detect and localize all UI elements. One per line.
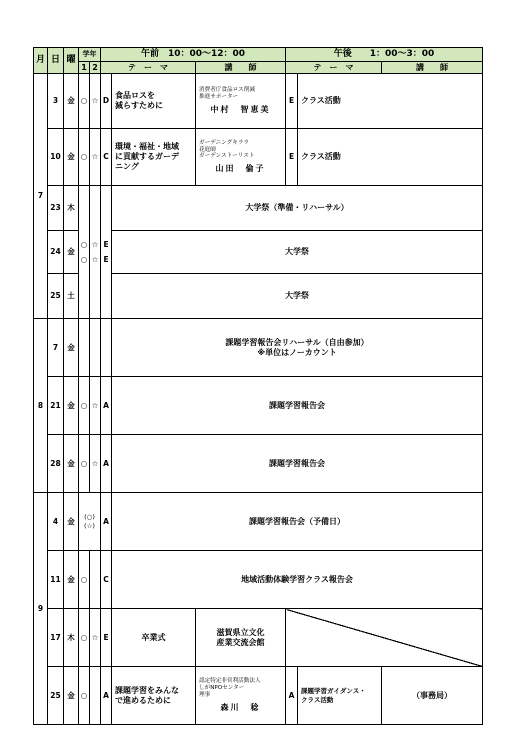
event-cell: 課題学習報告会 [112, 435, 483, 493]
category-code: A [101, 667, 112, 725]
month-cell: 7 [34, 74, 48, 319]
header-lecturer-pm: 講 師 [382, 62, 483, 74]
event-cell: 大学祭（準備・リハーサル） [112, 186, 483, 231]
day-cell: 17 [48, 609, 64, 667]
header-theme: テ ー マ [101, 62, 196, 74]
pm-lecturer-cell: （事務局） [382, 667, 483, 725]
header-month: 月 [34, 48, 48, 74]
grade1-mark: ○ [79, 667, 90, 725]
grade1-mark [79, 319, 90, 377]
weekday-cell: 金 [64, 551, 79, 609]
weekday-cell: 木 [64, 186, 79, 231]
grade2-mark [90, 667, 101, 725]
table-row [34, 609, 483, 667]
category-code: D [101, 74, 112, 129]
day-cell: 7 [48, 319, 64, 377]
header-lecturer: 講 師 [196, 62, 286, 74]
theme-cell: 卒業式 [112, 609, 196, 667]
grade2-mark: ☆ [90, 435, 101, 493]
day-cell: 21 [48, 377, 64, 435]
grade1-mark: ○ [79, 74, 90, 129]
event-cell: 大学祭 [112, 231, 483, 274]
table-row [34, 74, 483, 129]
theme-cell: 食品ロスを 減らすために [112, 74, 196, 129]
month-cell: 9 [34, 493, 48, 725]
day-cell: 25 [48, 667, 64, 725]
weekday-cell: 金 [64, 667, 79, 725]
grade2-mark: ☆ [90, 74, 101, 129]
category-code: C [101, 551, 112, 609]
lecturer-cell: ガーデニングキララ 花庭師 ガーデンストーリスト 山田 倫子 [196, 129, 286, 186]
table-row [34, 186, 483, 231]
pm-category-code: E [286, 129, 298, 186]
header-grade: 学年 [79, 48, 101, 62]
table-row [34, 129, 483, 186]
header-row-1 [34, 48, 483, 62]
grade2-mark [90, 319, 101, 377]
day-cell: 3 [48, 74, 64, 129]
grade2-mark: ☆ [90, 377, 101, 435]
grade1-mark: ○ [79, 609, 90, 667]
category-code: A [101, 493, 112, 551]
category-code: C [101, 129, 112, 186]
event-cell: 課題学習報告会 [112, 377, 483, 435]
grade2-mark [90, 551, 101, 609]
grade1-mark: ○ [79, 129, 90, 186]
weekday-cell: 金 [64, 319, 79, 377]
weekday-cell: 金 [64, 493, 79, 551]
day-cell: 25 [48, 274, 64, 319]
weekday-cell: 土 [64, 274, 79, 319]
header-row-2 [34, 62, 483, 74]
weekday-cell: 金 [64, 435, 79, 493]
grade1-mark: ○ [79, 435, 90, 493]
header-afternoon: 午後 1：00～3：00 [286, 48, 483, 62]
day-cell: 10 [48, 129, 64, 186]
header-theme-pm: テ ー マ [286, 62, 382, 74]
venue-cell: 滋賀県立文化 産業交流会館 [196, 609, 286, 667]
lecturer-cell: 消費者庁食品ロス削減 推進サポーター 中村 智恵美 [196, 74, 286, 129]
day-cell: 24 [48, 231, 64, 274]
pm-category-code: E [286, 74, 298, 129]
blank-slashed-cell [286, 609, 483, 667]
category-code: A [101, 435, 112, 493]
event-cell: 地域活動体験学習クラス報告会 [112, 551, 483, 609]
table-row [34, 493, 483, 551]
day-cell: 28 [48, 435, 64, 493]
header-grade-1: 1 [79, 62, 90, 74]
theme-cell: 課題学習をみんな で進めるために [112, 667, 196, 725]
category-code: E [101, 609, 112, 667]
weekday-cell: 金 [64, 129, 79, 186]
weekday-cell: 金 [64, 231, 79, 274]
pm-theme-cell: 課題学習ガイダンス・ クラス活動 [298, 667, 382, 725]
grade2-marks: ☆ ☆ [90, 186, 101, 319]
grade2-mark: ☆ [90, 609, 101, 667]
category-code [101, 319, 112, 377]
pm-category-code: A [286, 667, 298, 725]
day-cell: 11 [48, 551, 64, 609]
grade1-mark: ○ [79, 377, 90, 435]
grade1-marks: ○ ○ [79, 186, 90, 319]
event-cell: 大学祭 [112, 274, 483, 319]
grade-marks: (○)(☆) [79, 493, 101, 551]
header-weekday: 曜 [64, 48, 79, 74]
header-day: 日 [48, 48, 64, 74]
weekday-cell: 金 [64, 377, 79, 435]
day-cell: 4 [48, 493, 64, 551]
grade1-mark: ○ [79, 551, 90, 609]
event-cell: 課題学習報告会リハーサル（自由参加） ※単位はノーカウント [112, 319, 483, 377]
table-row [34, 319, 483, 377]
day-cell: 23 [48, 186, 64, 231]
pm-theme-cell: クラス活動 [298, 74, 483, 129]
theme-cell: 環境・福祉・地域 に貢献するガーデ ニング [112, 129, 196, 186]
pm-theme-cell: クラス活動 [298, 129, 483, 186]
event-cell: 課題学習報告会（予備日） [112, 493, 483, 551]
table-row [34, 667, 483, 725]
category-codes: E E [101, 186, 112, 319]
table-row [34, 435, 483, 493]
grade2-mark: ☆ [90, 129, 101, 186]
header-grade-2: 2 [90, 62, 101, 74]
month-cell: 8 [34, 319, 48, 493]
category-code: A [101, 377, 112, 435]
weekday-cell: 金 [64, 74, 79, 129]
table-row [34, 551, 483, 609]
header-morning: 午前 10：00～12：00 [101, 48, 286, 62]
schedule-table [33, 47, 483, 725]
weekday-cell: 木 [64, 609, 79, 667]
table-row [34, 377, 483, 435]
lecturer-cell: 認定特定非営利活動法人 しがNPOセンター 理事 森川 稔 [196, 667, 286, 725]
